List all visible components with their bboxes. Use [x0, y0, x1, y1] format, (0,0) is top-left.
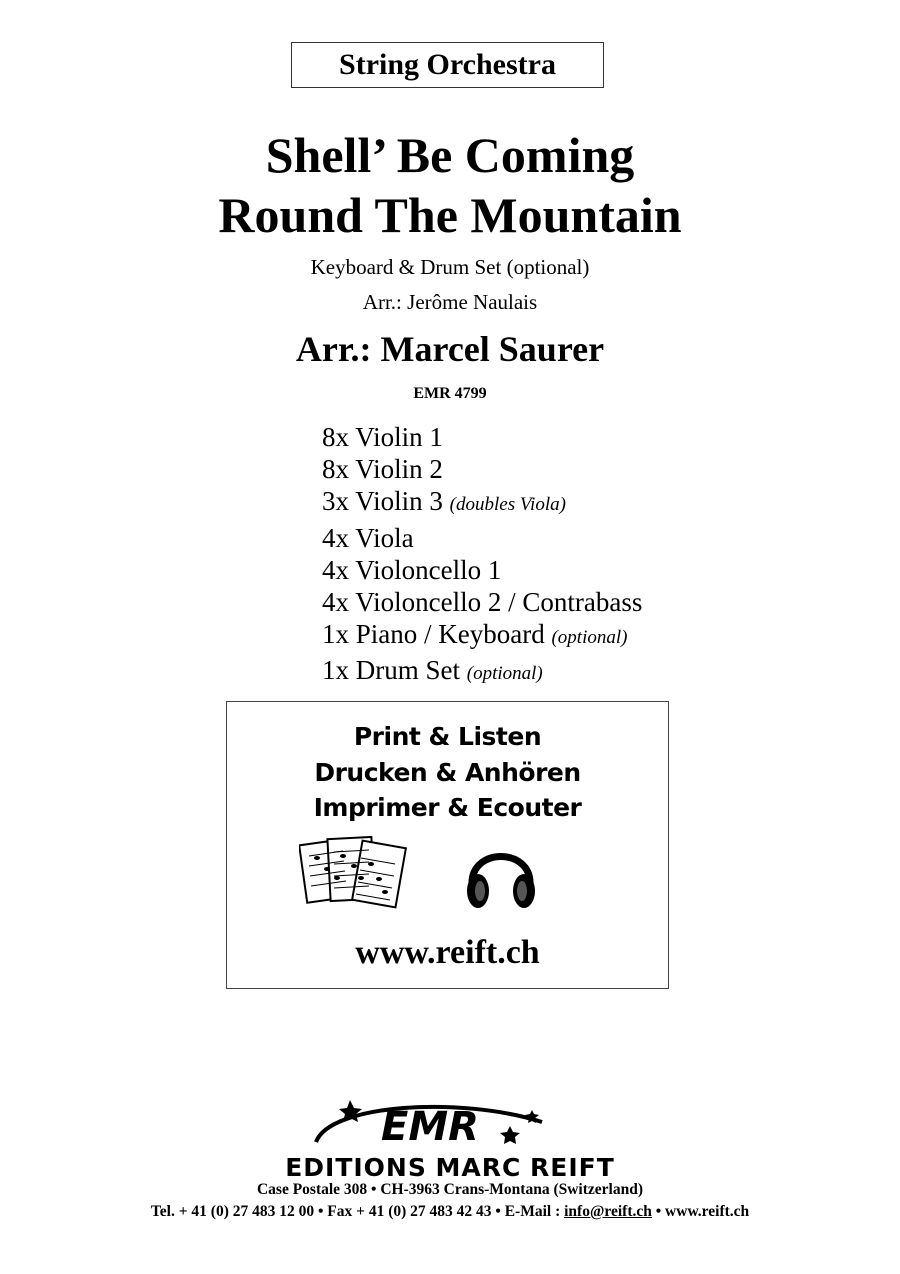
- subtitle: Keyboard & Drum Set (optional): [310, 255, 590, 279]
- instrument-note: (doubles Viola): [449, 494, 566, 516]
- title-line-1: Shell’ Be Coming: [265, 127, 635, 183]
- original-arranger: Arr.: Jerôme Naulais: [362, 290, 538, 314]
- instrument-item: 3x Violin 3 (doubles Viola): [322, 486, 566, 517]
- email-link[interactable]: info@reift.ch: [564, 1203, 652, 1220]
- sheet-music-icon: [299, 834, 414, 914]
- catalog-number: EMR 4799: [413, 385, 487, 402]
- arranger: Arr.: Marcel Saurer: [295, 329, 605, 369]
- instrument-note: (optional): [466, 663, 543, 685]
- instrument-item: 1x Drum Set (optional): [322, 655, 543, 686]
- print-listen-box: [226, 701, 669, 989]
- headphones-icon: [462, 837, 540, 915]
- instrument-item: 4x Viola: [322, 522, 414, 553]
- instrument-item: 8x Violin 1: [322, 422, 443, 452]
- publisher-contact: Tel. + 41 (0) 27 483 12 00 • Fax + 41 (0) 27 483 42 43 • E-Mail : info@reift.ch • www.reift.ch: [150, 1203, 750, 1220]
- title-line-2: Round The Mountain: [218, 187, 682, 243]
- instrument-note: (optional): [551, 627, 628, 649]
- instrument-item: 4x Violoncello 2 / Contrabass: [322, 587, 643, 618]
- promo-line-3: Imprimer & Ecouter: [313, 793, 582, 822]
- instrument-list: [322, 421, 642, 691]
- ensemble-label: String Orchestra: [291, 42, 604, 88]
- promo-url[interactable]: www.reift.ch: [355, 934, 540, 971]
- logo-text: EMR: [381, 1104, 479, 1150]
- instrument-item: 1x Piano / Keyboard (optional): [322, 619, 628, 650]
- publisher-address: Case Postale 308 • CH-3963 Crans-Montana (Switzerland): [256, 1181, 643, 1198]
- publisher-name: EDITIONS MARC REIFT: [285, 1153, 615, 1182]
- emr-logo-icon: [310, 1092, 550, 1154]
- promo-line-1: Print & Listen: [353, 722, 542, 751]
- instrument-item: 8x Violin 2: [322, 454, 443, 485]
- instrument-item: 4x Violoncello 1: [322, 554, 502, 585]
- promo-line-2: Drucken & Anhören: [314, 758, 581, 787]
